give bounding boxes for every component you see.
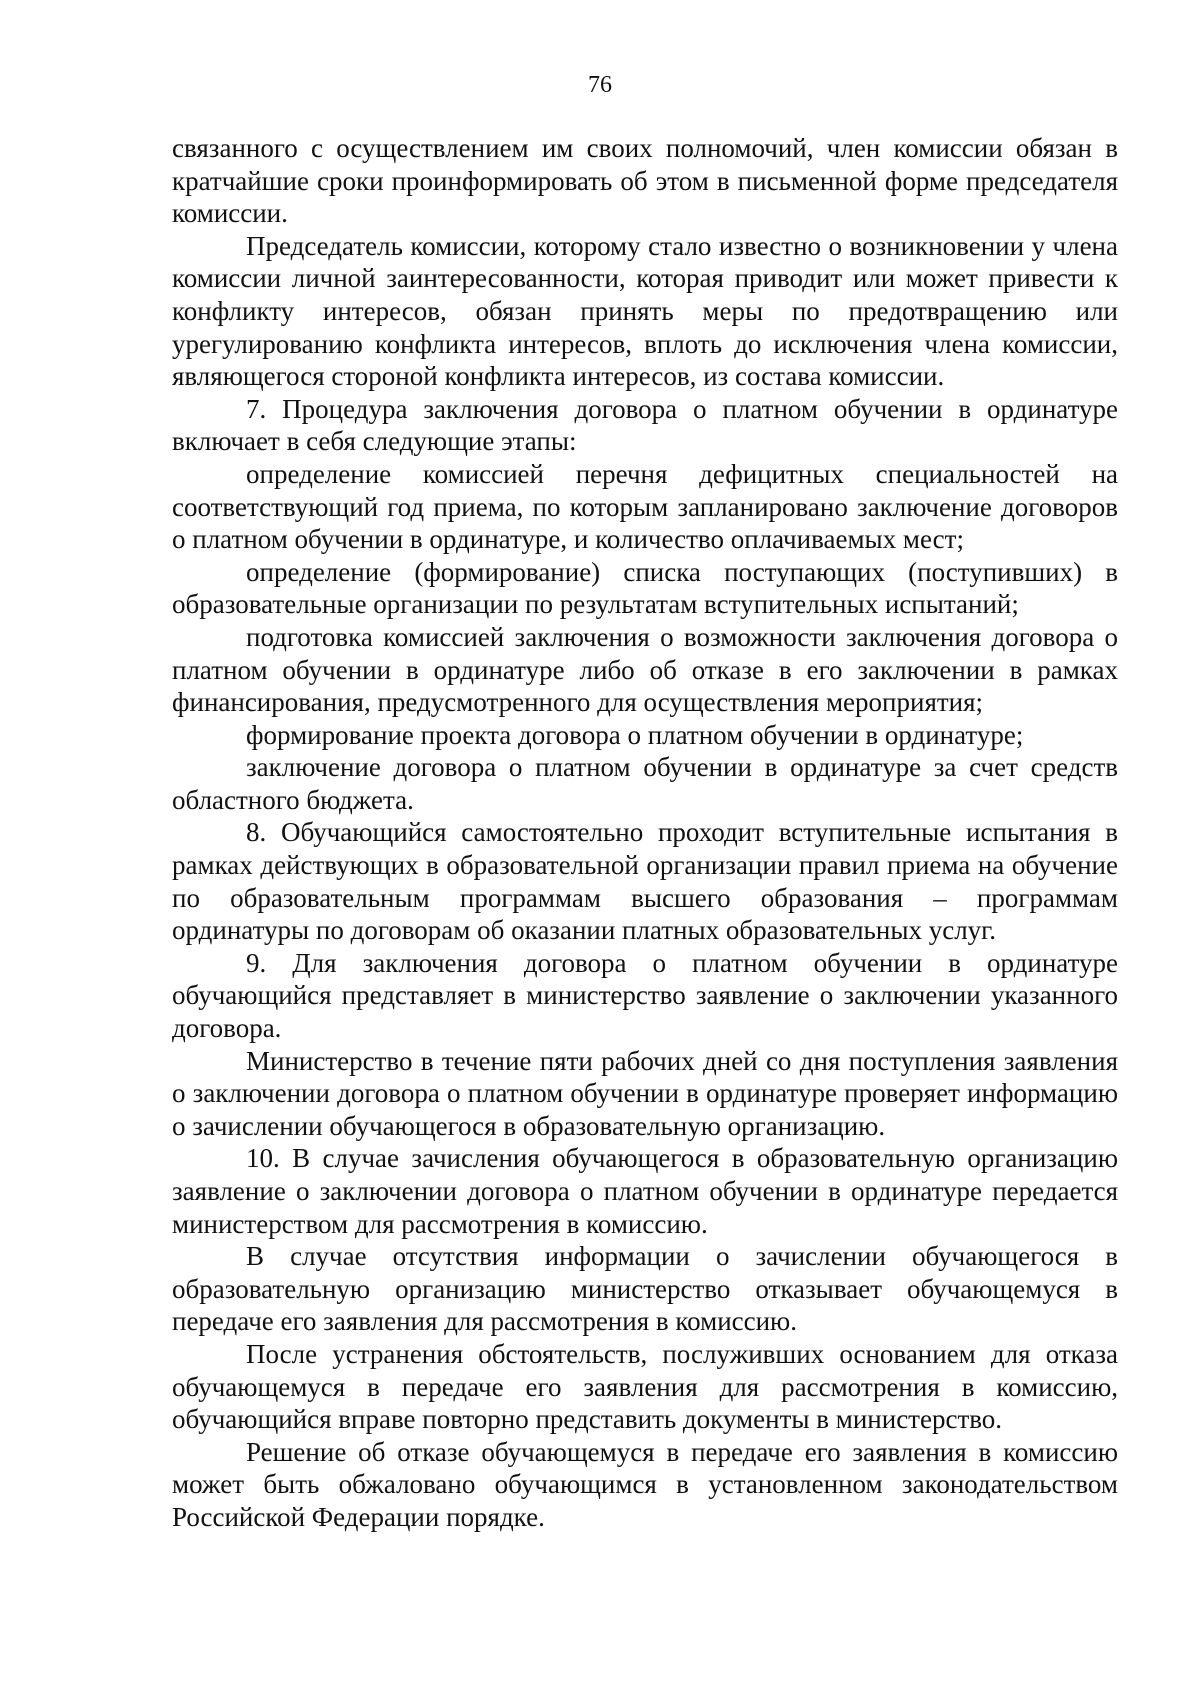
document-body bbox=[172, 132, 1118, 1534]
paragraph-ministry-check: Министерство в течение пяти рабочих дней со дня поступления заявления о заключении договора о платном обучении в ординатуре проверяет информацию о зачислении обучающегося в образовательную организацию. bbox=[172, 1045, 1118, 1141]
paragraph-item-8: 8. Обучающийся самостоятельно проходит вступительные испытания в рамках действующих в образовательной организации правил приема на обучение по образовательным программам высшего образования – программам ординатуры по договорам об оказании платных образовательных услуг. bbox=[172, 817, 1118, 946]
stage-list-item: заключение договора о платном обучении в ординатуре за счет средств областного бюджета. bbox=[172, 752, 1118, 815]
paragraph-refusal: В случае отсутствия информации о зачислении обучающегося в образовательную организацию министерство отказывает обучающемуся в передаче его заявления для рассмотрения в комиссию. bbox=[172, 1241, 1118, 1337]
paragraph-resubmission: После устранения обстоятельств, послуживших основанием для отказа обучающемуся в передаче его заявления для рассмотрения в комиссию, обучающийся вправе повторно представить документы в министерство. bbox=[172, 1338, 1118, 1435]
stage-list-item: определение комиссией перечня дефицитных специальностей на соответствующий год приема, по которым запланировано заключение договоров о платном обучении в ординатуре, и количество оплачиваемых мест; bbox=[172, 458, 1118, 555]
stage-list-item: формирование проекта договора о платном обучении в ординатуре; bbox=[246, 719, 1024, 750]
page-number: 76 bbox=[588, 72, 612, 98]
stage-list-item: определение (формирование) списка поступающих (поступивших) в образовательные организации по результатам вступительных испытаний; bbox=[172, 556, 1118, 620]
paragraph-item-10: 10. В случае зачисления обучающегося в образовательную организацию заявление о заключении договора о платном обучении в ординатуре передается министерством для рассмотрения в комиссию. bbox=[172, 1143, 1118, 1239]
paragraph-item-7: 7. Процедура заключения договора о платном обучении в ординатуре включает в себя следующие этапы: bbox=[172, 393, 1118, 457]
paragraph-appeal: Решение об отказе обучающемуся в передаче его заявления в комиссию может быть обжаловано обучающимся в установленном законодательством Российской Федерации порядке. bbox=[172, 1436, 1118, 1532]
paragraph-continuation: связанного с осуществлением им своих полномочий, член комиссии обязан в кратчайшие сроки проинформировать об этом в письменной форме председателя комиссии. bbox=[172, 133, 1118, 229]
paragraph-item-9: 9. Для заключения договора о платном обучении в ординатуре обучающийся представляет в министерство заявление о заключении указанного договора. bbox=[172, 947, 1118, 1044]
stage-list-item: подготовка комиссией заключения о возможности заключения договора о платном обучении в ординатуре либо об отказе в его заключении в рамках финансирования, предусмотренного для осуществления мероприятия; bbox=[172, 621, 1118, 718]
paragraph-chairman-duties: Председатель комиссии, которому стало известно о возникновении у члена комиссии личной заинтересованности, которая приводит или может привести к конфликту интересов, обязан принять меры по предотвращению или урегулированию конфликта интересов, вплоть до исключения члена комиссии, являющегося стороной конфликта интересов, из состава комиссии. bbox=[172, 230, 1118, 392]
